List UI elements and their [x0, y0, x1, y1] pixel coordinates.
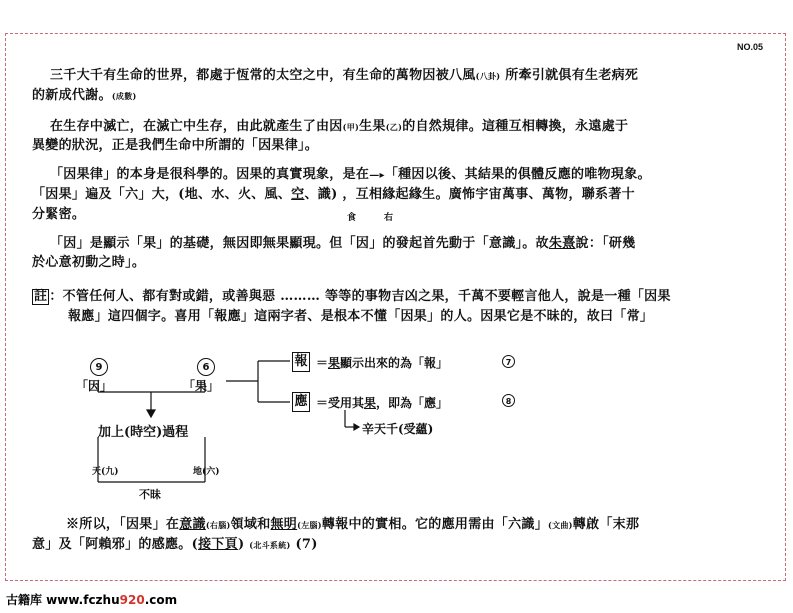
- para1-line1: 三千大千有生命的世界，都處于恆常的太空之中，有生命的萬物因被八風(八卦) 所牽引就俱有生老病死: [50, 68, 639, 83]
- sub-left-label: 食: [347, 213, 357, 223]
- bao-text: ＝果顯示出來的為「報」: [316, 356, 449, 370]
- site-watermark: 古籍库 www.fczhu920.com: [6, 593, 178, 607]
- para2-line1: 在生存中滅亡，在滅亡中生存，由此就產生了由因(甲)生果(乙)的自然規律。這種互相轉換，永遠處于: [50, 119, 629, 134]
- effect-label: 「果」: [183, 379, 220, 393]
- xin-text: 辛天千(受蘊): [362, 422, 434, 436]
- ying-box: 應: [292, 392, 310, 412]
- note-line2: 報應」這四個字。喜用「報應」這兩字者、是根本不懂「因果」的人。因果它是不昧的，故曰「常」: [68, 309, 654, 324]
- ying-text: ＝受用其果，即為「應」: [316, 396, 449, 410]
- para4-line1: 「因」是顯示「果」的基礎，無因即無果顯現。但「因」的發起首先動于「意識」。故朱熹說：「研幾: [50, 236, 636, 251]
- process-label: 加上(時空)過程: [98, 425, 189, 440]
- note-line1: 註 ：不管任何人、都有對或錯，或善與惡 ……… 等等的事物吉凶之果，千萬不要輕言他人，說是一種「因果: [34, 289, 671, 304]
- note-label: 註: [34, 289, 48, 304]
- ying-number-circle: 8: [502, 394, 515, 407]
- bao-box: 報: [292, 352, 310, 372]
- para4-line2: 於心意初動之時」。: [32, 255, 146, 270]
- bumei-label: 不昧: [139, 488, 161, 501]
- para3-line3: 分緊密。: [32, 207, 86, 222]
- para3-line1: 「因果律」的本身是很科學的。因果的真實現象，是在—▸「種因以後、其結果的俱體反應的唯物現象。: [50, 165, 793, 185]
- para3-line2: 「因果」遍及「六」大，(地、水、火、風、空、識) ，互相緣起緣生。廣怖宇宙萬事、萬物，聯系著十: [32, 187, 635, 202]
- para2-line2: 異變的狀況，正是我們生命中所謂的「因果律」。: [32, 138, 319, 153]
- para1-line2: 的新成代謝。(成數): [32, 88, 137, 103]
- page-number: NO.05: [737, 42, 764, 52]
- bao-number-circle: 7: [502, 355, 515, 368]
- para5-line1: ※所以，「因果」在意識(右腦)領域和無明(左腦)轉報中的實相。它的應用需由「六識」(文曲)轉啟「末那: [66, 517, 640, 532]
- tian-label: 天(九): [92, 467, 119, 477]
- para5-line2: 意」及「阿賴邪」的感應。(接下頁) (北斗系統) (7): [32, 537, 318, 552]
- di-label: 地(六): [193, 467, 220, 477]
- cause-label: 「因」: [76, 379, 113, 393]
- cause-number-circle: 9: [90, 358, 108, 376]
- sub-right-label: 右: [384, 213, 394, 223]
- arrow-right-icon: —▸: [369, 170, 385, 181]
- effect-number-circle: 6: [197, 358, 215, 376]
